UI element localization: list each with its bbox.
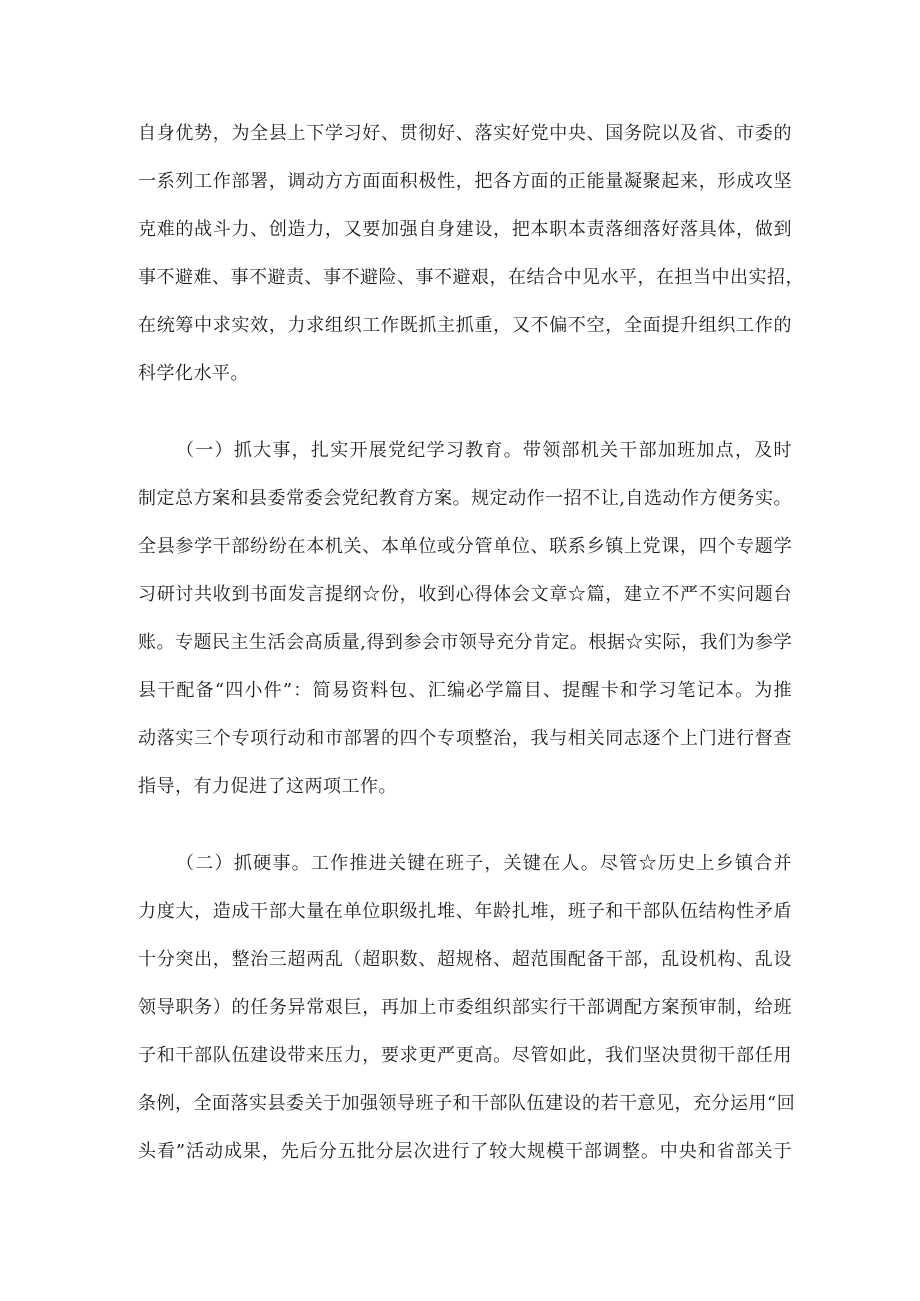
text-line: 制定总方案和县委常委会党纪教育方案。规定动作一招不让,自选动作方便务实。: [138, 488, 792, 509]
text-line: 头看”活动成果，先后分五批分层次进行了较大规模干部调整。中央和省部关于: [138, 1141, 792, 1162]
text-line: 账。专题民主生活会高质量,得到参会市领导充分肯定。根据☆实际，我们为参学: [138, 632, 792, 653]
text-line: 动落实三个专项行动和市部署的四个专项整治，我与相关同志逐个上门进行督查: [138, 728, 792, 749]
text-line: 自身优势，为全县上下学习好、贯彻好、落实好党中央、国务院以及省、市委的: [138, 123, 792, 144]
text-line: （二）抓硬事。工作推进关键在班子，关键在人。尽管☆历史上乡镇合并: [176, 853, 792, 874]
text-line: 领导职务）的任务异常艰巨，再加上市委组织部实行干部调配方案预审制，给班: [138, 997, 792, 1018]
text-line: 在统筹中求实效，力求组织工作既抓主抓重，又不偏不空，全面提升组织工作的: [138, 315, 792, 336]
paragraph-spacer: [138, 811, 792, 840]
paragraph-2: [138, 427, 792, 811]
text-line: （一）抓大事，扎实开展党纪学习教育。带领部机关干部加班加点，及时: [176, 440, 792, 461]
text-line: 一系列工作部署，调动方方面面积极性，把各方面的正能量凝聚起来，形成攻坚: [138, 171, 792, 192]
text-line: 指导，有力促进了这两项工作。: [138, 776, 397, 797]
text-line: 力度大，造成干部大量在单位职级扎堆、年龄扎堆，班子和干部队伍结构性矛盾: [138, 901, 792, 922]
text-line: 克难的战斗力、创造力，又要加强自身建设，把本职本责落细落好落具体，做到: [138, 219, 792, 240]
text-line: 科学化水平。: [138, 363, 249, 384]
text-line: 县干配备“四小件”：简易资料包、汇编必学篇目、提醒卡和学习笔记本。为推: [138, 680, 792, 701]
paragraph-3: [138, 840, 796, 1176]
paragraph-spacer: [138, 398, 792, 427]
text-line: 子和干部队伍建设带来压力，要求更严更高。尽管如此，我们坚决贯彻干部任用: [138, 1045, 792, 1066]
paragraph-1: [138, 110, 804, 398]
text-line: 习研讨共收到书面发言提纲☆份，收到心得体会文章☆篇，建立不严不实问题台: [138, 584, 792, 605]
text-line: 事不避难、事不避责、事不避险、事不避艰，在结合中见水平，在担当中出实招，: [138, 267, 804, 288]
text-line: 十分突出，整治三超两乱（超职数、超规格、超范围配备干部，乱设机构、乱设: [138, 949, 792, 970]
text-line: 全县参学干部纷纷在本机关、本单位或分管单位、联系乡镇上党课，四个专题学: [138, 536, 792, 557]
text-line: 条例，全面落实县委关于加强领导班子和干部队伍建设的若干意见，充分运用“回: [138, 1093, 796, 1114]
